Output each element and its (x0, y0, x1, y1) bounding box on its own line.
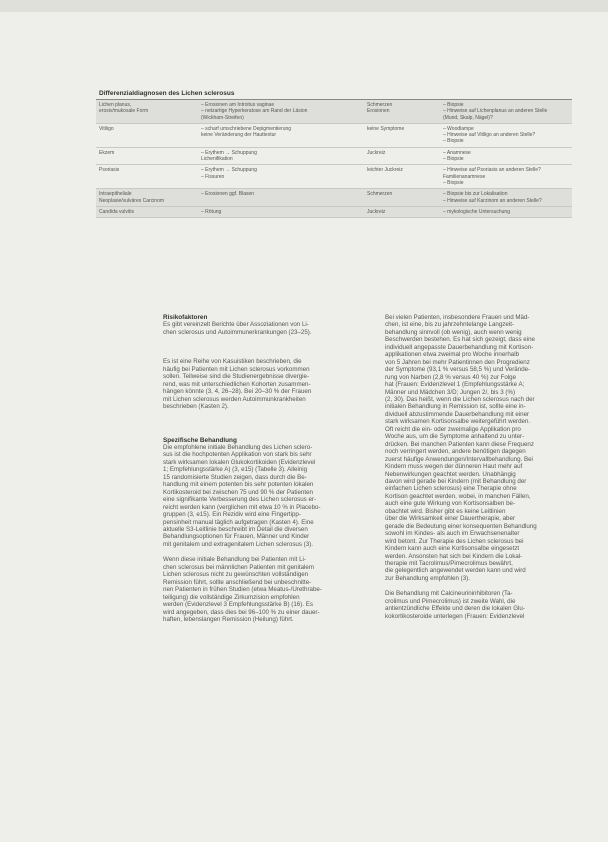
workup-cell (440, 100, 572, 123)
cell-line: Intraepitheliale (99, 191, 132, 198)
text-line: Beschwerden bestehen. Es hat sich gezeigt, dass eine (385, 336, 535, 344)
symptom-cell (364, 147, 440, 165)
cell-line: (Wickham-Streifen) (201, 114, 244, 121)
table-title: Differenzialdiagnosen des Lichen sclerosus (96, 88, 572, 100)
text-line: drücken. Bei manchen Patienten kann diese Frequenz (385, 440, 534, 448)
text-line: zuerst häufige Anwendungen/Intervallbehandlung. Bei (385, 455, 533, 463)
text-line: auch eine gute Wirkung von Kortisonsalben be- (385, 500, 516, 508)
cell-line: Ekzem (99, 149, 115, 156)
text-line: Kortikosteroid bei zwischen 75 und 90 % der Patienten (163, 488, 313, 496)
text-line: Es ist eine Reihe von Kasuistiken beschrieben, die (163, 358, 302, 366)
text-line: stark wirksamen Kortisonsalbe weitergeführt werden. (385, 418, 531, 426)
symptom-cell (364, 189, 440, 207)
text-line: applikationen etwa zweimal pro Woche innerhalb (385, 351, 520, 359)
paragraph (163, 444, 367, 548)
differential-diagnosis-table (96, 88, 572, 218)
symptom-cell (364, 165, 440, 189)
heading-risk-factors: Risikofaktoren (163, 314, 208, 321)
cell-line: – Rötung (201, 208, 222, 215)
text-line: stark wirksamen lokalen Glukokortikoiden (Evidenzlevel (163, 458, 316, 466)
text-line: Oft reicht die ein- oder zweimalige Applikation pro (385, 425, 521, 433)
cell-line: – Biopsie (443, 156, 464, 163)
text-line: (2, 30). Das heißt, wenn die Lichen sclerosus nach der (385, 395, 535, 403)
text-line: sus ist die hochpotenten Applikation von stark bis sehr (163, 451, 312, 459)
disease-cell (96, 165, 198, 189)
cell-line: Familienanamnese (443, 173, 486, 180)
text-line: obachtet wird. Bisher gibt es keine Leitlinien (385, 507, 506, 515)
symptom-cell (364, 206, 440, 217)
cell-line: Lichenifikation (201, 156, 233, 163)
table-row (96, 147, 572, 165)
cell-line: Juckreiz (367, 149, 386, 156)
cell-line: (Mund, Skalp, Nägel)? (443, 114, 493, 121)
text-line: behandlung sinnvoll (ob wenig), auch wenn wenig (385, 328, 522, 336)
text-line: gruppen (3, e15). Ein Rezidiv wird eine Fingertipp- (163, 511, 301, 519)
cell-line: – Erythem → Schuppung (201, 167, 257, 174)
cell-line: keine Symptome (367, 125, 405, 132)
text-line: teiligung) die vollständige Zirkumzision empfohlen (163, 593, 300, 601)
table-row (96, 206, 572, 217)
text-line: initialen Behandlung in Remission ist, sollte eine in- (385, 403, 526, 411)
text-line: einfachen Lichen sclerosus) eine Therapie ohne (385, 485, 517, 493)
cell-line: Lichen planus, (99, 102, 132, 108)
cell-line: keine Veränderung der Hauttextur (201, 132, 277, 139)
text-line: sowohl im Kindes- als auch im Erwachsenenalter (385, 530, 520, 538)
text-line: chen sclerosus bei männlichen Patienten mit genitalem (163, 563, 314, 571)
text-line: werden. Ansonsten hat sich bei Kindern die Lokal- (385, 552, 523, 560)
cell-line: leichter Juckreiz (367, 167, 403, 174)
text-line: davon wird gerade bei Kindern (mit Behandlung der (385, 477, 527, 485)
text-line: Kindern muss wegen der dünneren Haut mehr auf (385, 463, 523, 471)
text-line: crolimus und Pimecrolimus) ist zweite Wahl, die (385, 597, 516, 605)
workup-cell (440, 206, 572, 217)
paragraph (163, 358, 367, 410)
text-line: Nebenwirkungen geachtet werden. Unabhängig (385, 470, 516, 478)
cell-line: Juckreiz (367, 208, 386, 215)
text-line: chen sclerosus und Autoimmunerkrankungen (23–25). (163, 328, 312, 336)
cell-line: – Erosionen am Introitus vaginae (201, 102, 275, 108)
text-line: pensinheit manual täglich aufgetragen (Kasten 4). Eine (163, 518, 314, 526)
cell-line: – Woodlampe (443, 125, 474, 132)
text-line: reicht werden kann (verglichen mit etwa 10 % in Placebo- (163, 503, 321, 511)
text-line: Woche aus, um die Symptome anhaltend zu unter- (385, 433, 525, 441)
text-line: nen Patienten in frühen Studien (etwa Meatus-/Urethrabe- (163, 586, 322, 594)
cell-line: – Fissuren (201, 173, 225, 180)
cell-line: – Biopsie (443, 179, 464, 186)
text-line: beschrieben (Kasten 2). (163, 403, 229, 411)
workup-cell (440, 147, 572, 165)
right-text-column (385, 314, 575, 628)
text-line: die gelegentlich angewendet werden kann und wird (385, 567, 526, 575)
cell-line: – Hinweise auf Lichenplanus an anderen Stelle (443, 108, 548, 115)
text-line: antientzündliche Effekte und deren die lokalen Glu- (385, 605, 525, 613)
table-row (96, 165, 572, 189)
cell-line: Schmerzen (367, 102, 393, 108)
text-line: Kindern kann auch eine Kortisonsalbe eingesetzt (385, 545, 520, 553)
text-line: 15 randomisierte Studien zeigen, dass durch die Be- (163, 473, 307, 481)
text-line: Die empfohlene initiale Behandlung des Lichen sclero- (163, 443, 313, 451)
text-line: hängen könnte (3, 4, 26–28). Bei 20–30 % der Frauen (163, 388, 312, 396)
disease-cell (96, 189, 198, 207)
text-line: gerade die Bedeutung einer konsequenten Behandlung (385, 522, 537, 530)
text-line: haften, lebenslangen Remission (Heilung) führt. (163, 615, 294, 623)
table-row (96, 100, 572, 123)
cell-line: – netzartige Hyperkeratose am Rand der Läsion (201, 108, 308, 115)
text-line: handlung mit einem potenten bis sehr potenten lokalen (163, 481, 314, 489)
cell-line: Psoriasis (99, 167, 120, 174)
symptom-cell (364, 100, 440, 123)
cell-line: – Anamnese (443, 149, 471, 156)
paragraph (163, 556, 367, 623)
left-text-column (163, 314, 367, 631)
text-line: werden (Evidenzlevel 3 Empfehlungsstärke B) (16). Es (163, 601, 313, 609)
text-line: Bei vielen Patienten, insbesondere Frauen und Mäd- (385, 314, 530, 321)
text-line: zur Behandlung empfohlen (3). (385, 574, 470, 582)
text-line: der Symptome (93,1 % versus 58,5 %) und Verände- (385, 366, 531, 374)
cell-line: – Erosionen ggf. Blasen (201, 191, 255, 198)
text-line: chen, ist eine, bis zu jahrzehntelange Langzeit- (385, 321, 514, 329)
text-line: sollen. Teilweise sind die Studienergebnisse divergie- (163, 373, 310, 381)
text-line: therapie mit Tacrolimus/Pimecrolimus bewährt, (385, 559, 513, 567)
cell-line: – Erythem → Schuppung (201, 149, 257, 156)
cell-line: erosiv/mukosale Form (99, 108, 149, 115)
text-line: mit genitalem und extragenitalem Lichen sclerosus (3). (163, 540, 313, 548)
findings-cell (198, 189, 364, 207)
symptom-cell (364, 123, 440, 147)
text-line: eine signifikante Verbesserung des Lichen sclerosus er- (163, 496, 317, 504)
disease-cell (96, 100, 198, 123)
cell-line: Schmerzen (367, 191, 393, 198)
text-line: wird angegeben, dass dies bei 96–100 % zu einer dauer- (163, 608, 320, 616)
text-line: kokortikosteroide unterlegen (Frauen: Evidenzlevel (385, 612, 525, 620)
text-line: Die Behandlung mit Calcineurininhibitoren (Ta- (385, 590, 513, 598)
workup-cell (440, 189, 572, 207)
text-line: Wenn diese initiale Behandlung bei Patienten mit Li- (163, 556, 306, 564)
cell-line: – Hinweise auf Vitiligo an anderen Stelle? (443, 132, 536, 139)
heading-specific-treatment: Spezifische Behandlung (163, 436, 237, 444)
text-line: noch verringert werden, andere benötigen dagegen (385, 448, 526, 456)
text-line: individuell angepasste Dauerbehandlung mit Kortison- (385, 343, 534, 351)
findings-cell (198, 123, 364, 147)
text-line: Kortison geachtet werden, wobei, in manchen Fällen, (385, 492, 531, 500)
workup-cell (440, 123, 572, 147)
disease-cell (96, 123, 198, 147)
cell-line: – Biopsie (443, 138, 464, 145)
cell-line: Neoplasie/vulväres Carcinom (99, 197, 165, 204)
cell-line: – Biopsie bis zur Lokalisation (443, 191, 508, 198)
disease-cell (96, 206, 198, 217)
text-line: Es gibt vereinzelt Berichte über Assoziationen von Li- (163, 321, 309, 329)
text-line: aktuelle S3-Leitlinie beschreibt im Detail die diversen (163, 525, 308, 533)
text-line: häufig bei Patienten mit Lichen sclerosus vorkommen (163, 365, 310, 373)
cell-line: – Hinweise auf Psoriasis an anderen Stelle? (443, 167, 541, 174)
cell-line: Erosionen (367, 108, 390, 115)
text-line: Behandlungsoptionen für Frauen, Männer und Kinder (163, 533, 310, 541)
text-line: wird betont. Zur Therapie des Lichen sclerosus bei (385, 537, 524, 545)
cell-line: Vitiligo (99, 125, 114, 132)
cell-line: – mykologische Untersuchung (443, 208, 510, 215)
paragraph (385, 590, 575, 620)
text-line: 1; Empfehlungsstärke A) (3, e15) (Tabelle 3). Alleinig (163, 466, 308, 474)
workup-cell (440, 165, 572, 189)
cell-line: – scharf umschriebene Depigmentierung (201, 125, 292, 132)
paragraph (385, 314, 575, 582)
findings-cell (198, 100, 364, 123)
findings-cell (198, 147, 364, 165)
table-row (96, 123, 572, 147)
text-line: hat (Frauen: Evidenzlevel 1 (Empfehlungsstärke A; (385, 381, 525, 389)
text-line: rung von Narben (2,8 % versus 40 %) zur Folge (385, 373, 517, 381)
table-body (96, 100, 572, 218)
cell-line: – Biopsie (443, 102, 464, 108)
table-row (96, 189, 572, 207)
diagnosis-table-grid (96, 100, 572, 218)
text-line: über die Wirksamkeit einer Dauertherapie, aber (385, 515, 515, 523)
text-line: mit Lichen sclerosus werden Autoimmunkrankheiten (163, 395, 306, 403)
text-line: Lichen sclerosus nicht zu gewünschten vollständigen (163, 571, 309, 579)
findings-cell (198, 165, 364, 189)
cell-line: Candida vulvitis (99, 208, 135, 215)
findings-cell (198, 206, 364, 217)
text-line: Männer und Mädchen 3/D; Jungen 2/, bis 3 (%) (385, 388, 516, 396)
text-line: von 5 Jahren bei mehr Patientinnen den Progredienz (385, 358, 530, 366)
disease-cell (96, 147, 198, 165)
text-line: Remission führt, sollte anschließend bei unbeschnitte- (163, 578, 312, 586)
text-line: dividuell abzustimmende Dauerbehandlung mit einer (385, 410, 530, 418)
cell-line: – Hinweise auf Karzinom an anderen Stelle? (443, 197, 542, 204)
paragraph (163, 321, 367, 336)
text-line: rend, was mit unterschiedlichen Kohorten zusammen- (163, 380, 311, 388)
